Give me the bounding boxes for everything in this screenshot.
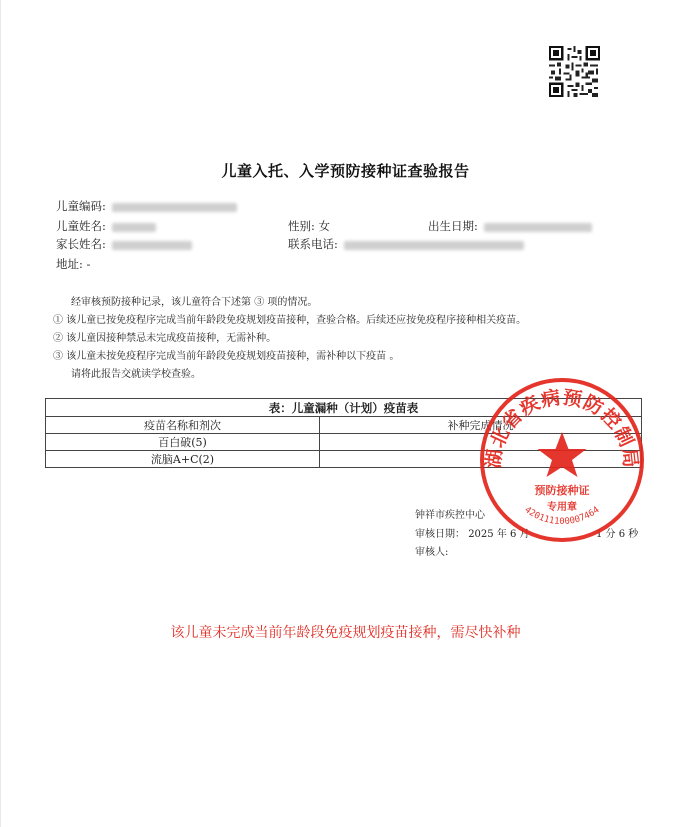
child-id-field [56, 198, 237, 214]
official-seal [478, 376, 646, 544]
phone-label: 联系电话: [288, 237, 338, 251]
closing-instruction: 请将此报告交就读学校查验。 [71, 369, 201, 380]
table-caption: 表：儿童漏种（计划）疫苗表 [46, 399, 642, 417]
item-1-mark: ① [53, 315, 63, 326]
item-2-text: 该儿童因接种禁忌未完成疫苗接种，无需补种。 [66, 333, 277, 344]
report-title: 儿童入托、入学预防接种证查验报告 [221, 162, 470, 180]
condition-item-1 [53, 311, 526, 326]
reviewer: 审核人: [415, 547, 449, 558]
item-1-text: 该儿童已按免疫程序完成当前年龄段免疫规划疫苗接种，查验合格。后续还应按免疫程序接种相关疫苗。 [66, 315, 527, 326]
gender-label: 性别: [288, 219, 315, 233]
item-3-mark: ③ [53, 351, 63, 362]
parent-name-label: 家长姓名: [56, 237, 106, 251]
redacted-phone [344, 241, 524, 250]
birth-date-field [428, 218, 592, 234]
table-header-status: 补种完成情况 [320, 417, 642, 434]
table-cell-vaccine: 百白破(5) [46, 434, 320, 451]
gender-value: 女 [318, 219, 331, 233]
review-date-tail: 1 分 6 秒 [596, 529, 639, 540]
redacted-child-name [112, 223, 156, 232]
address-label: 地址: [56, 257, 83, 271]
redacted-birth-date [484, 223, 592, 232]
qr-code-icon [549, 46, 600, 97]
seal-ring-text: 湖北省疾病预防控制局 [482, 386, 642, 470]
seal-sub-text: 专用章 [547, 502, 577, 513]
item-2-mark: ② [53, 333, 63, 344]
birth-date-label: 出生日期: [428, 219, 478, 233]
issuing-org: 钟祥市疾控中心 [415, 510, 485, 521]
table-header-vaccine: 疫苗名称和剂次 [46, 417, 320, 434]
parent-name-field [56, 236, 192, 252]
address-field [56, 256, 90, 272]
child-name-field [56, 218, 156, 234]
intro-mark: ③ [254, 297, 265, 308]
intro-text-a: 经审核预防接种记录，该儿童符合下述第 [71, 297, 251, 308]
review-date-value: 2025 年 6 月 [468, 529, 530, 540]
child-name-label: 儿童姓名: [56, 219, 106, 233]
address-value: - [86, 257, 91, 271]
gender-field [288, 218, 330, 234]
phone-field [288, 236, 524, 252]
incomplete-vaccination-notice: 该儿童未完成当前年龄段免疫规划疫苗接种，需尽快补种 [170, 624, 521, 640]
child-id-label: 儿童编码: [56, 199, 106, 213]
redacted-child-id [112, 203, 237, 212]
review-date-label: 审核日期： [415, 529, 465, 540]
redacted-parent-name [112, 241, 192, 250]
item-3-text: 该儿童未按免疫程序完成当前年龄段免疫规划疫苗接种，需补种以下疫苗 。 [66, 351, 400, 362]
table-cell-vaccine: 流脑A+C(2) [46, 451, 320, 468]
seal-code-text: 420111100007464 [522, 505, 602, 528]
intro-text-b: 项的情况。 [267, 297, 318, 308]
condition-item-3 [53, 347, 399, 362]
intro-line [71, 293, 317, 308]
seal-center-text: 预防接种证 [534, 484, 590, 497]
condition-item-2 [53, 329, 276, 344]
seal-star-icon [538, 432, 587, 477]
